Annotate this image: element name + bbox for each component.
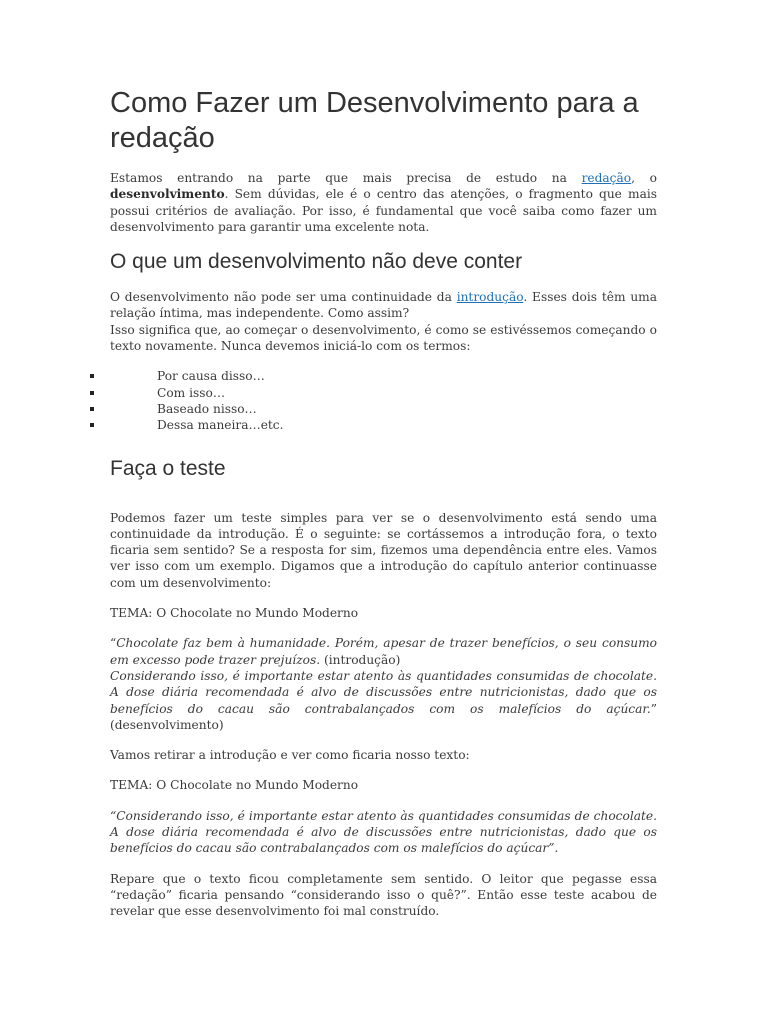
example-1-intro-text: Chocolate faz bem à humanidade. Porém, apesar de trazer benefícios, o seu consumo em excesso pode trazer prejuízos. bbox=[110, 636, 657, 667]
square-bullet-icon bbox=[90, 423, 94, 427]
square-bullet-icon bbox=[90, 391, 94, 395]
bold-desenvolvimento: desenvolvimento bbox=[110, 187, 225, 202]
document-content bbox=[110, 86, 657, 934]
list-item: Com isso… bbox=[110, 385, 657, 401]
example-2: “Considerando isso, é importante estar atento às quantidades consumidas de chocolate. A dose diária recomendada é alvo de discussões entre nutricionistas, dado que os benefícios do cacau são contrabalançados com os malefícios do açúcar”. bbox=[110, 808, 657, 856]
section1-paragraph-2: Isso significa que, ao começar o desenvolvimento, é como se estivéssemos começando o texto novamente. Nunca devemos iniciá-lo com os termos: bbox=[110, 322, 657, 354]
square-bullet-icon bbox=[90, 407, 94, 411]
section1-paragraph-1: O desenvolvimento não pode ser uma continuidade da introdução. Esses dois têm uma relação íntima, mas independente. Como assim? bbox=[110, 290, 657, 321]
square-bullet-icon bbox=[90, 374, 94, 378]
link-introducao[interactable]: introdução bbox=[456, 290, 524, 305]
section2-paragraph-2: Vamos retirar a introdução e ver como ficaria nosso texto: bbox=[110, 748, 470, 763]
section2-paragraph-3: Repare que o texto ficou completamente sem sentido. O leitor que pegasse essa “redação” ficaria pensando “considerando isso o quê?”. Então esse teste acabou de revelar que esse desenvolvimento foi mal construído. bbox=[110, 871, 657, 919]
list-item: Por causa disso… bbox=[110, 368, 657, 384]
example-1-development-text: Considerando isso, é importante estar atento às quantidades consumidas de chocolate. A dose diária recomendada é alvo de discussões entre nutricionistas, dado que os benefícios do cacau são contrabalançados com os malefícios do açúcar. bbox=[110, 668, 657, 716]
terms-list bbox=[110, 368, 657, 433]
page-title: Como Fazer um Desenvolvimento para a redação bbox=[110, 87, 639, 154]
section-heading-nao-deve-conter: O que um desenvolvimento não deve conter bbox=[110, 250, 523, 274]
section-heading-faca-o-teste: Faça o teste bbox=[110, 456, 226, 480]
intro-paragraph: Estamos entrando na parte que mais precisa de estudo na redação, o desenvolvimento. Sem dúvidas, ele é o centro das atenções, o fragmento que mais possui critérios de avaliação. Por isso, é fundamental que você saiba como fazer um desenvolvimento para garantir uma excelente nota. bbox=[110, 171, 657, 234]
example-1: “Chocolate faz bem à humanidade. Porém, apesar de trazer benefícios, o seu consumo em excesso pode trazer prejuízos. (introdução) Considerando isso, é importante estar atento às quantidades consumidas de chocolate. A dose diária recomendada é alvo de discussões entre nutricionistas, dado que os benefícios do cacau são contrabalançados com os malefícios do açúcar.” (desenvolvimento) bbox=[110, 636, 657, 732]
link-redacao[interactable]: redação bbox=[581, 171, 632, 185]
list-item: Dessa maneira…etc. bbox=[110, 417, 657, 433]
section2-paragraph-1: Podemos fazer um teste simples para ver se o desenvolvimento está sendo uma continuidade da introdução. É o seguinte: se cortássemos a introdução fora, o texto ficaria sem sentido? Se a resposta for sim, fizemos uma dependência entre eles. Vamos ver isso com um exemplo. Digamos que a introdução do capítulo anterior continuasse com um desenvolvimento: bbox=[110, 510, 657, 590]
list-item: Baseado nisso… bbox=[110, 401, 657, 417]
tema-label-1: TEMA: O Chocolate no Mundo Moderno bbox=[110, 606, 359, 621]
tema-label-2: TEMA: O Chocolate no Mundo Moderno bbox=[110, 778, 359, 793]
